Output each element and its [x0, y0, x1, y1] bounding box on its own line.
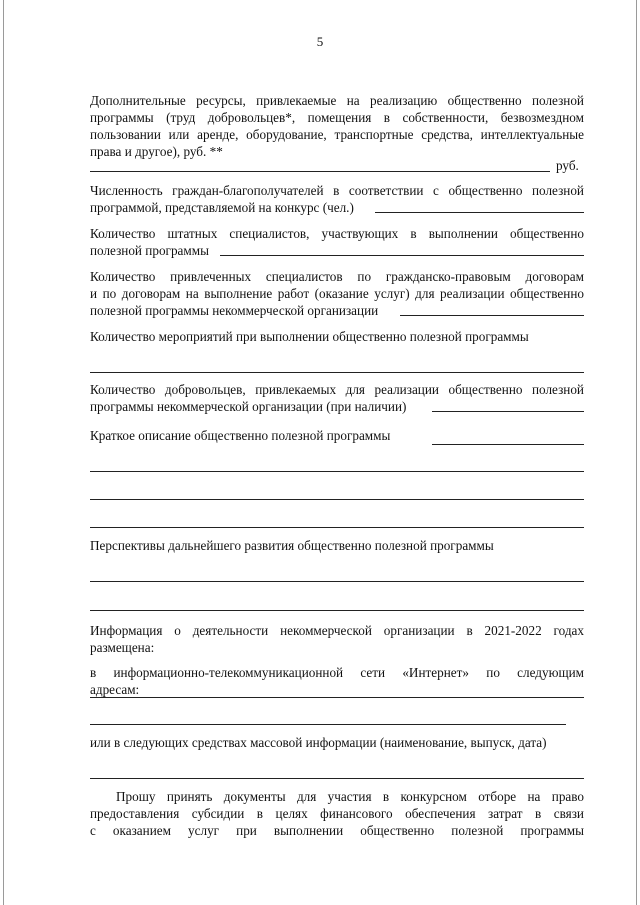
page-edge-left: [3, 0, 4, 905]
short-description-field-2[interactable]: [90, 471, 584, 472]
media-label: или в следующих средствах массовой информации (наименование, выпуск, дата): [90, 735, 547, 750]
additional-resources-line-3: пользовании или аренде, оборудование, транспортные средства, интеллектуальные: [90, 127, 584, 142]
prospects-field-2[interactable]: [90, 610, 584, 611]
additional-resources-field[interactable]: [90, 171, 550, 172]
volunteers-line-1: Количество добровольцев, привлекаемых для реализации общественно полезной: [90, 382, 584, 397]
media-field[interactable]: [90, 778, 584, 779]
page-number: 5: [316, 34, 324, 49]
contract-specialists-field[interactable]: [400, 315, 584, 316]
rub-label: руб.: [556, 158, 579, 173]
internet-line-1: в информационно-телекоммуникационной сети «Интернет» по следующим: [90, 665, 584, 680]
contract-specialists-line-3: полезной программы некоммерческой организации: [90, 303, 379, 318]
volunteers-line-2: программы некоммерческой организации (при наличии): [90, 399, 407, 414]
staff-line-1: Количество штатных специалистов, участвующих в выполнении общественно: [90, 226, 584, 241]
short-description-field-4[interactable]: [90, 527, 584, 528]
volunteers-field[interactable]: [432, 411, 584, 412]
internet-line-2: адресам:: [90, 682, 140, 697]
short-description-field-1[interactable]: [432, 444, 584, 445]
beneficiaries-field[interactable]: [375, 212, 584, 213]
internet-field-2[interactable]: [90, 724, 566, 725]
prospects-field-1[interactable]: [90, 581, 584, 582]
additional-resources-line-2: программы (труд добровольцев*, помещения в собственности, безвозмездном: [90, 110, 584, 125]
beneficiaries-line-1: Численность граждан-благополучателей в соответствии с общественно полезной: [90, 183, 584, 198]
events-label: Количество мероприятий при выполнении общественно полезной программы: [90, 329, 529, 344]
page-edge-right: [636, 0, 637, 905]
info-activity-line-1: Информация о деятельности некоммерческой организации в 2021-2022 годах: [90, 623, 584, 638]
events-field[interactable]: [90, 372, 584, 373]
additional-resources-line-1: Дополнительные ресурсы, привлекаемые на реализацию общественно полезной: [90, 93, 584, 108]
short-description-label: Краткое описание общественно полезной программы: [90, 428, 391, 443]
staff-line-2: полезной программы: [90, 243, 209, 258]
info-activity-line-2: размещена:: [90, 640, 155, 655]
prospects-label: Перспективы дальнейшего развития общественно полезной программы: [90, 538, 494, 553]
staff-field[interactable]: [220, 255, 584, 256]
request-line-1: Прошу принять документы для участия в конкурсном отборе на право: [116, 789, 584, 804]
additional-resources-line-4: права и другое), руб. **: [90, 144, 223, 159]
internet-field-1[interactable]: [90, 697, 584, 698]
request-line-2: предоставления субсидии в целях финансового обеспечения затрат в связи: [90, 806, 584, 821]
beneficiaries-line-2: программой, представляемой на конкурс (чел.): [90, 200, 354, 215]
short-description-field-3[interactable]: [90, 499, 584, 500]
request-line-3: с оказанием услуг при выполнении общественно полезной программы: [90, 823, 584, 838]
contract-specialists-line-1: Количество привлеченных специалистов по гражданско-правовым договорам: [90, 269, 584, 284]
contract-specialists-line-2: и по договорам на выполнение работ (оказание услуг) для реализации общественно: [90, 286, 584, 301]
